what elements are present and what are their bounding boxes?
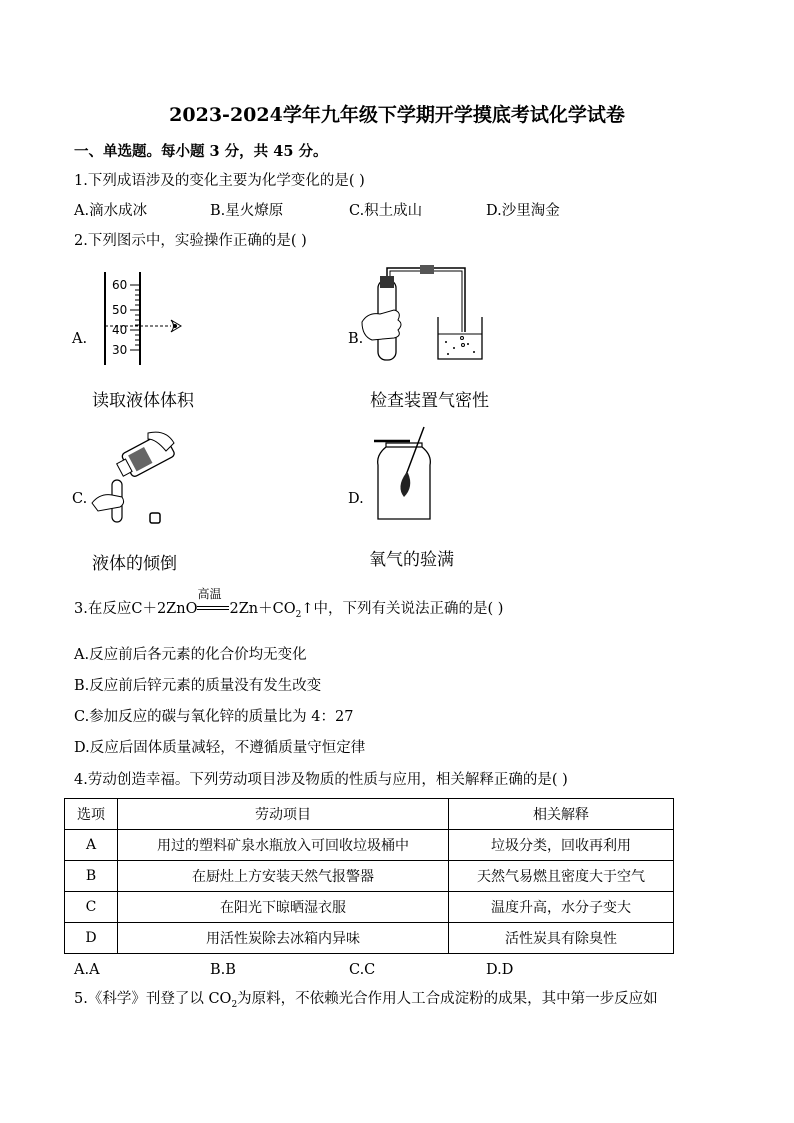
question-1-stem: 1.下列成语涉及的变化主要为化学变化的是( ) xyxy=(74,173,365,189)
q3-equation-left: C＋2ZnO xyxy=(131,601,198,617)
q1-option-c[interactable]: C.积土成山 xyxy=(349,203,423,219)
question-3-stem xyxy=(74,587,504,624)
q4-option-b[interactable]: B.B xyxy=(210,962,236,978)
q2-label-a[interactable]: A. xyxy=(72,331,88,347)
row-key: B xyxy=(65,861,118,892)
oxygen-test-figure xyxy=(372,425,442,525)
q2-caption-d: 氧气的验满 xyxy=(369,550,454,570)
reaction-condition-label: 高温 xyxy=(197,587,222,601)
row-task: 用过的塑料矿泉水瓶放入可回收垃圾桶中 xyxy=(118,830,449,861)
q3-option-a[interactable]: A.反应前后各元素的化合价均无变化 xyxy=(74,647,307,663)
q3-option-c[interactable]: C.参加反应的碳与氧化锌的质量比为 4：27 xyxy=(74,709,354,725)
row-key: D xyxy=(65,923,118,954)
q1-option-a[interactable]: A.滴水成冰 xyxy=(74,203,148,219)
q3-equation-subscript: 2 xyxy=(295,609,302,620)
q3-option-b[interactable]: B.反应前后锌元素的质量没有发生改变 xyxy=(74,678,322,694)
row-key: A xyxy=(65,830,118,861)
reaction-condition xyxy=(197,587,229,618)
scale-60: 60 xyxy=(112,278,128,292)
q4-option-d[interactable]: D.D xyxy=(486,962,514,978)
row-task: 用活性炭除去冰箱内异味 xyxy=(118,923,449,954)
q3-stem-suffix: ↑中，下列有关说法正确的是( ) xyxy=(301,601,504,617)
header-option: 选项 xyxy=(65,799,118,830)
q5-subscript: 2 xyxy=(231,999,238,1010)
page-title: 2023-2024学年九年级下学期开学摸底考试化学试卷 xyxy=(169,104,625,126)
scale-50: 50 xyxy=(112,303,128,317)
liquid-pouring-figure xyxy=(86,425,186,530)
table-row xyxy=(65,830,674,861)
row-task: 在厨灶上方安装天然气报警器 xyxy=(118,861,449,892)
scale-30: 30 xyxy=(112,343,128,357)
q3-stem-prefix: 3.在反应 xyxy=(74,601,132,617)
q2-caption-b: 检查装置气密性 xyxy=(370,391,489,411)
q4-table xyxy=(64,798,674,954)
q2-caption-a: 读取液体体积 xyxy=(92,391,194,411)
question-4-stem: 4.劳动创造幸福。下列劳动项目涉及物质的性质与应用，相关解释正确的是( ) xyxy=(74,772,568,788)
airtightness-check-figure xyxy=(358,262,498,367)
header-task: 劳动项目 xyxy=(118,799,449,830)
q1-option-b[interactable]: B.星火燎原 xyxy=(210,203,284,219)
scale-40: 40 xyxy=(112,323,128,337)
q4-option-c[interactable]: C.C xyxy=(349,962,376,978)
graduated-cylinder-figure xyxy=(95,270,205,370)
row-explanation: 温度升高，水分子变大 xyxy=(449,892,674,923)
q3-equation-right: 2Zn＋CO xyxy=(229,601,296,617)
q2-label-c[interactable]: C. xyxy=(72,491,88,507)
q5-suffix: 为原料，不依赖光合作用人工合成淀粉的成果，其中第一步反应如 xyxy=(237,991,658,1007)
row-key: C xyxy=(65,892,118,923)
row-explanation: 垃圾分类，回收再利用 xyxy=(449,830,674,861)
q4-option-a[interactable]: A.A xyxy=(74,962,100,978)
table-row xyxy=(65,892,674,923)
table-header-row xyxy=(65,799,674,830)
q2-label-d[interactable]: D. xyxy=(348,491,364,507)
q5-prefix: 5.《科学》刊登了以 CO xyxy=(74,991,232,1007)
section-heading: 一、单选题。每小题 3 分，共 45 分。 xyxy=(74,143,328,160)
header-explanation: 相关解释 xyxy=(449,799,674,830)
table-row xyxy=(65,923,674,954)
row-task: 在阳光下晾晒湿衣服 xyxy=(118,892,449,923)
row-explanation: 天然气易燃且密度大于空气 xyxy=(449,861,674,892)
q2-caption-c: 液体的倾倒 xyxy=(92,554,177,574)
table-row xyxy=(65,861,674,892)
row-explanation: 活性炭具有除臭性 xyxy=(449,923,674,954)
q1-option-d[interactable]: D.沙里淘金 xyxy=(486,203,560,219)
q3-option-d[interactable]: D.反应后固体质量减轻，不遵循质量守恒定律 xyxy=(74,740,366,756)
question-2-stem: 2.下列图示中，实验操作正确的是( ) xyxy=(74,233,307,249)
question-5-stem xyxy=(74,990,658,1014)
q2-label-b[interactable]: B. xyxy=(348,331,364,347)
